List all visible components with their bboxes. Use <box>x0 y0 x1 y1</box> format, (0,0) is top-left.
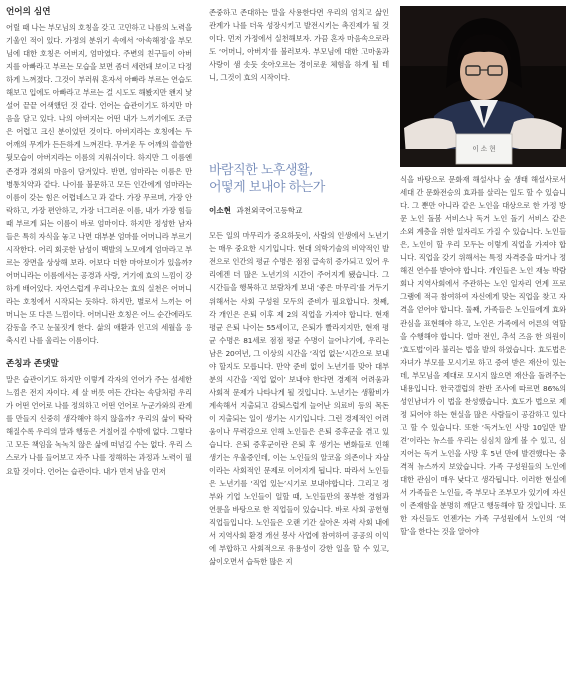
paragraph-honorifics-continued: 존중하고 존대하는 말을 사용한다면 우리의 엄치고 삶인 관계가 나를 더욱 성장시키고 발전시키는 촉진제가 될 것이다. 먼저 가정에서 실천해보자. 가끔 혼자 마음속으로라도 ‘어머니, 아버지’를 불러보자. 부모님에 대한 고마움과 사랑이 샘 솟듯 솟아오르는 경이로운 체험을 하게 될 테니, 그것이 효의 시작이다. <box>209 8 389 83</box>
author-photo <box>400 6 566 167</box>
article-title-line-1: 바람직한 노후생활, <box>209 163 313 179</box>
paragraph-retirement-continued: 식을 바탕으로 문화재 해설사나 숲 생태 해설사로서 세대 간 문화전승의 효과를 살리는 일도 할 수 있습니다. 그 뿐만 아니라 같은 노인을 대상으로 한 가정 방문 노인 돌봄 서비스나 독거 노인 돌기 서비스 같은 소외 계층을 위한 일자리도 가질 수 있습니다. 노인들은, 노인이 할 우리 모두는 이렇게 직업을 가져야 합니다. 직업을 갖기 위해서는 특정 자격증을 따거나 정해진 연수를 받아야 합니다. 개인들은 노인 재능 박람회나 지역사회에서 주관하는 노인 일자리 연계 프로그램에 적극 참여하여 자신에게 맞는 직업을 찾고 자격을 얻어야 합니다. 둘째, 가족들은 노인들에게 효와 관심을 표현해야 하고, 노인은 가족에서 어른의 역할을 수행해야 합니다. 얼마 전인, 추석 즈음 한 의원이 ‘효도법’이라 불리는 법을 발의 하였습니다. 효도법은 자녀가 부모를 모시기로 하고 증여 받은 재산이 있는데, 부모님을 제대로 모시지 않으면 재산을 돌려주는 내용입니다. 한국갤럽의 찬반 조사에 따르면 86%의 성인남녀가 이 법을 찬성했습니다. 효도가 법으로 제정 되어야 하는 현실을 많은 사람들이 공감하고 있다고 할 수 있습니다. 또한 ‘독거노인 사망 10일만 발견’이라는 뉴스를 우리는 심심치 않게 볼 수 있고, 심지어는 독거 노인을 사망 후 5년 만에 발견했다는 충격적 뉴스까지 보았습니다. 가족 구성원들의 노인에 대한 관심이 매우 낮다고 생각됩니다. 이러한 현실에서 가족들은 노인들, 즉 부모나 조부모가 있기에 자신이 존재함을 분명히 깨닫고 행동해야 할 것입니다. 또한 자신들도 언젠가는 가족 구성원에서 노인의 ‘역할’을 한다는 것을 알아야 <box>400 175 566 537</box>
author-name: 이소현 <box>209 206 232 216</box>
section-gap <box>6 347 192 358</box>
left-column <box>6 6 192 478</box>
photo-nameplate: 이 소 현 <box>472 145 496 153</box>
article-title-line-2: 어떻게 보내야 하는가 <box>209 180 325 196</box>
author-byline <box>209 205 389 216</box>
author-affiliation: 과천외국어고등학교 <box>236 206 303 216</box>
right-column <box>400 6 566 538</box>
middle-column <box>209 6 389 569</box>
section-heading-honorifics: 존칭과 존댓말 <box>6 359 59 370</box>
section-heading-language-depth: 언어의 심연 <box>6 7 51 17</box>
paragraph-retirement-main: 모든 일의 마무리가 중요하듯이, 사람의 인생에서 노년기는 매우 중요한 시기입니다. 현대 의학기술의 비약적인 발전으로 인간의 평균 수명은 점점 급속히 증가되고 있어 우리에겐 더 많은 노년기의 시간이 주어지게 됐습니다. 그 시간들을 행복하고 보람차게 보내 ‘좋은 마무리’를 거두기 위해서는 사회 구성원 모두의 준비가 필요합니다. 첫째, 각 개인은 은퇴 이후 제 2의 직업을 가져야 합니다. 현재 평균 은퇴 나이는 55세이고, 은퇴가 빨라지지만, 현재 평균 수명은 81세로 점점 평균 수명이 늘어나기에, 우리는 남은 20여년, 그 이상의 시간을 ‘직업 없는’시간으로 보내야 할지도 모릅니다. 만약 준비 없이 노년기를 맞아 대부분의 시간을 ‘직업 없이’ 보내야 한다면 경제적 어려움과 사회적 문제가 나타나게 될 것입니다. 노년기는 생활비가 계속해서 지출되고 감퇴스럽게 늘어난 의료비 등의 목돈이 지출되는 일이 생기는 시기입니다. 그런 경제적인 어려움이나 무력감으로 인해 노인들은 은퇴 증후군을 겪고 있습니다. 은퇴 증후군이란 은퇴 후 생기는 변화들로 인해 생기는 우울증인데, 이는 노인들의 알코올 의존이나 자살이라는 사회적인 문제로 이어지게 됩니다. 따라서 노인들은 노년기를 ‘직업 있는’시기로 보내야합니다. 그리고 정부와 기업 노인들이 일할 때, 노인들만의 풍부한 경험과 연륜을 바탕으로 한 직업들이 있습니다. 바로 사회 공헌형 직업들입니다. 노인들은 오랜 기간 살아온 자력 사회 내에서 지역사회 환경 개선 봉사 사업에 참여하여 공공의 이익에 부합하고 사회적으로 유용성이 강한 일을 할 수 있고, 삶이오면서 습득한 많은 지 <box>209 231 389 567</box>
article-title-block <box>209 162 389 216</box>
paragraph-honorifics: 말은 습관이기도 하지만 이렇게 각자의 언어가 주는 섬세한 느낌은 전지 자이다. 세 살 버릇 여든 간다는 속담처럼 우리가 어떤 언어로 나를 정의하고 어떤 언어로 누군가와의 관계를 만들지 신중히 생각해야 하지 않을까? 우리의 삶이 탁락해질수록 우리의 말과 행동은 거칠어질 수밖에 없다. 그렇다고 모든 책임을 녹녹치 않은 삶에 떠넘길 수는 없다. 우리 스스로가 나를 들어보고 자주 나를 정해하는 과정과 노력이 필요할 것이다. 언어는 습관이다. 내가 먼저 남을 먼저 <box>6 375 192 476</box>
paragraph-language-depth: 어릴 때 나는 부모님의 호칭을 갖고 고민하고 나름의 노력을 기울인 적이 있다. 가정의 분위기 속에서 ‘아속해정’을 부모님에 대한 호칭은 어버지, 엄마였다. 주변의 친구들이 아버지를 아빠라고 부르는 모습을 보면 좀더 세련돼 보이고 다정하게 느껴졌다. 그것이 부러워 혼자서 아빠라 부르는 연습도 해보고 입에도 아빠라고 부르는 걸 시도도 해봤지만 왠지 낯설어 끝끝 어색했던 것 같다. 언어는 습관이기도 하지만 마음을 담고 있다. 나의 아버지는 어떤 내가 느끼기에도 조금은 어렵고 크신 분이었던 것이다. 아버지라는 호칭에는 두 어깨의 무게가 든든하게 느껴진다. 무거운 두 어깨의 쓸쓸한 뒷모습이 아버지라는 이름의 지워쉬이다. 하지만 그 이름엔 존경과 경외의 마음이 담겨있다. 반면, 엄마라는 이름은 만병통치약과 같다. 나이를 불문하고 모든 인간에게 엄마라는 이름이 갖는 힘은 어렵네스고 과 같다. 가장 무르며, 가장 안락하고, 가장 편안하고, 가장 너그러운 이름, 내가 가장 힘들 때 부르게 되는 이름이 바로 엄마이다. 하지만 정성한 남자들은 특히 자식을 놓고 나면 대부분 엄마를 어머니라 부르기 시작한다. 어리 회곳한 남성이 백발의 노모에게 엄마라고 부르는 장면을 상상해 보라. 어보다 더한 마아보이가 있을까? 어머니라는 이름에서는 공경과 사랑, 거기에 효의 느낌이 강하게 배어있다. 자연스럽게 우리나오는 효의 실천은 어머니라는 호칭에서 시작되는 듯하다. 하지만, 별로서 느끼는 어머니는 또 다른 느낌이다. 어머니란 호칭은 어느 순간에라도 감동을 주고 눈물짓게 한다. 삶의 애환과 인고의 세월을 응축시킨 나를 울리는 이름이다. <box>6 23 192 346</box>
